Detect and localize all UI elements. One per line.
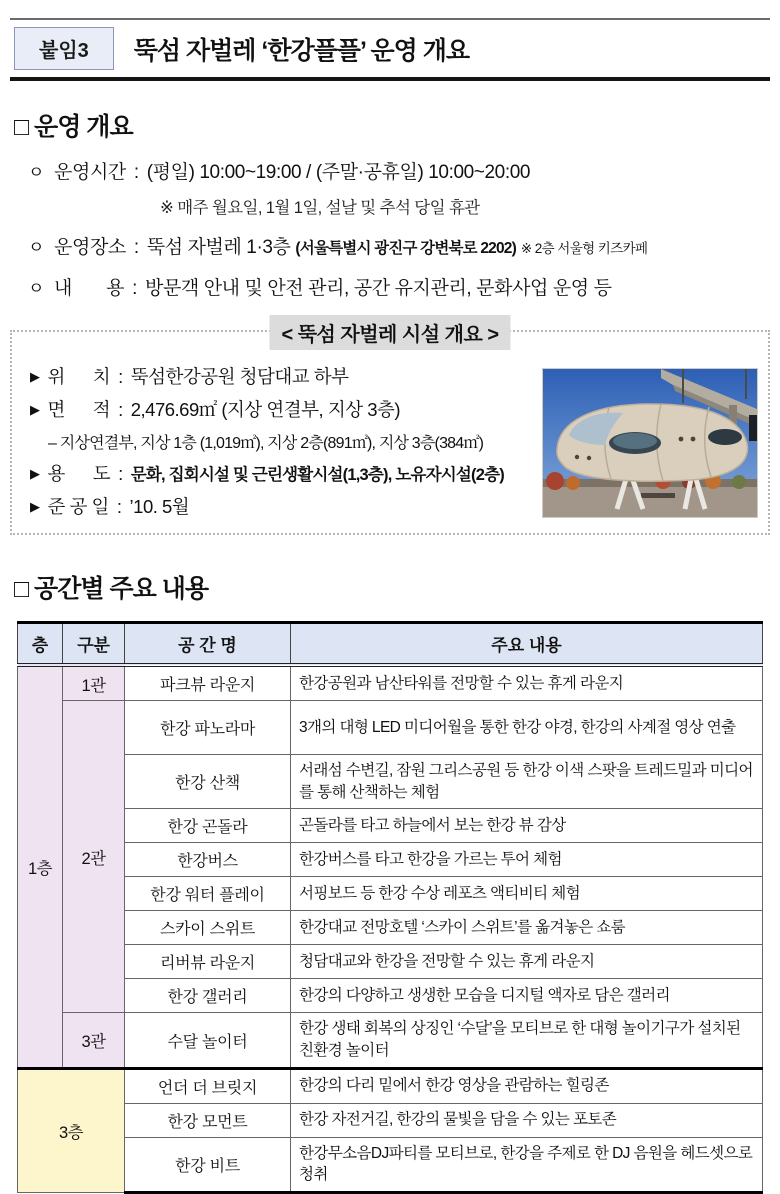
area-label: 면 적	[47, 399, 111, 420]
facility-location-line	[30, 363, 566, 389]
facility-usage-line	[30, 460, 566, 486]
group2-cell: 2관	[63, 701, 125, 1013]
space-desc: 한강공원과 남산타워를 전망할 수 있는 휴게 라운지	[291, 665, 763, 701]
place-value: 뚝섬 자벌레 1·3층	[146, 237, 291, 258]
dash-bullet-icon: –	[48, 435, 57, 452]
location-value: 뚝섬한강공원 청담대교 하부	[130, 366, 349, 387]
area-value: 2,476.69㎡ (지상 연결부, 지상 3층)	[130, 399, 401, 420]
facility-completion-line	[30, 493, 566, 519]
space-desc: 곤돌라를 타고 하늘에서 보는 한강 뷰 감상	[291, 809, 763, 843]
operation-content-line	[28, 273, 770, 300]
area-detail-value: 지상연결부, 지상 1층 (1,019㎡), 지상 2층(891㎡), 지상 3층(384㎡)	[59, 435, 484, 452]
table-row	[18, 979, 763, 1013]
section-heading-operation: □ 운영 개요	[14, 113, 133, 141]
page-title: 뚝섬 자벌레 ‘한강플플’ 운영 개요	[133, 36, 470, 65]
space-name: 수달 놀이터	[125, 1013, 291, 1068]
usage-value: 문화, 집회시설 및 근린생활시설(1,3층), 노유자시설(2층)	[130, 466, 504, 484]
hours-closed-note: ※ 매주 월요일, 1월 1일, 설날 및 추석 당일 휴관	[160, 199, 480, 217]
space-name: 파크뷰 라운지	[125, 665, 291, 701]
building-photo-illustration	[543, 369, 757, 517]
space-name: 한강 모먼트	[125, 1103, 291, 1137]
triangle-bullet-icon: ▶	[30, 466, 40, 481]
space-name: 한강버스	[125, 843, 291, 877]
spaces-table	[17, 621, 763, 1194]
col-header-group: 구분	[63, 623, 125, 666]
location-label: 위 치	[47, 366, 111, 387]
space-name: 한강 곤돌라	[125, 809, 291, 843]
facility-area-line	[30, 396, 566, 422]
facility-box-title: < 뚝섬 자벌레 시설 개요 >	[269, 315, 510, 350]
floor3-cell: 3층	[18, 1068, 125, 1192]
triangle-bullet-icon: ▶	[30, 402, 40, 417]
space-name: 리버뷰 라운지	[125, 945, 291, 979]
table-row	[18, 1137, 763, 1192]
floor1-cell: 1층	[18, 665, 63, 1068]
space-name: 한강 비트	[125, 1137, 291, 1192]
space-desc: 한강무소음DJ파티를 모티브로, 한강을 주제로 한 DJ 음원을 헤드셋으로 청취	[291, 1137, 763, 1192]
completion-value: ’10. 5월	[129, 496, 190, 517]
facility-photo	[542, 368, 758, 518]
colon-separator: :	[118, 399, 123, 420]
place-address: (서울특별시 광진구 강변북로 2202)	[295, 240, 516, 257]
table-row	[18, 809, 763, 843]
space-desc: 한강의 다리 밑에서 한강 영상을 관람하는 힐링존	[291, 1068, 763, 1103]
operation-place-line	[28, 232, 770, 259]
colon-separator: :	[132, 278, 137, 299]
table-row	[18, 1013, 763, 1068]
table-header-row	[18, 623, 763, 666]
col-header-floor: 층	[18, 623, 63, 666]
triangle-bullet-icon: ▶	[30, 499, 40, 514]
space-name: 언더 더 브릿지	[125, 1068, 291, 1103]
attachment-badge: 붙임3	[14, 27, 114, 70]
content-value: 방문객 안내 및 안전 관리, 공간 유지관리, 문화사업 운영 등	[144, 278, 612, 299]
colon-separator: :	[118, 366, 123, 387]
usage-label: 용 도	[47, 463, 111, 484]
space-name: 한강 산책	[125, 755, 291, 809]
table-row	[18, 1068, 763, 1103]
facility-area-detail-line	[48, 430, 566, 453]
space-name: 한강 파노라마	[125, 701, 291, 755]
circle-bullet-icon: ㅇ	[28, 238, 45, 257]
space-name: 한강 갤러리	[125, 979, 291, 1013]
place-label: 운영장소	[54, 237, 126, 258]
title-band	[10, 18, 770, 81]
space-desc: 한강 생태 회복의 상징인 ‘수달’을 모티브로 한 대형 놀이기구가 설치된 친환경 놀이터	[291, 1013, 763, 1068]
table-row	[18, 1103, 763, 1137]
group1-cell: 1관	[63, 665, 125, 701]
space-desc: 서래섬 수변길, 잠원 그리스공원 등 한강 이색 스팟을 트레드밀과 미디어를 통해 산책하는 체험	[291, 755, 763, 809]
triangle-bullet-icon: ▶	[30, 369, 40, 384]
col-header-desc: 주요 내용	[291, 623, 763, 666]
space-desc: 한강 자전거길, 한강의 물빛을 담을 수 있는 포토존	[291, 1103, 763, 1137]
space-desc: 한강대교 전망호텔 ‘스카이 스위트’를 옮겨놓은 쇼룸	[291, 911, 763, 945]
table-row	[18, 877, 763, 911]
space-desc: 청담대교와 한강을 전망할 수 있는 휴게 라운지	[291, 945, 763, 979]
content-label: 내 용	[54, 278, 125, 299]
space-desc: 서핑보드 등 한강 수상 레포츠 액티비티 체험	[291, 877, 763, 911]
colon-separator: :	[116, 496, 122, 517]
hours-label: 운영시간	[54, 162, 126, 183]
colon-separator: :	[133, 162, 139, 183]
space-name: 스카이 스위트	[125, 911, 291, 945]
facility-overview-box	[10, 324, 770, 535]
table-row	[18, 755, 763, 809]
place-note: ※ 2층 서울형 키즈카페	[520, 241, 648, 256]
operation-hours-line	[28, 157, 770, 184]
table-row	[18, 843, 763, 877]
table-row	[18, 945, 763, 979]
table-row	[18, 665, 763, 701]
circle-bullet-icon: ㅇ	[28, 279, 45, 298]
completion-label: 준 공 일	[47, 496, 109, 517]
colon-separator: :	[118, 463, 123, 484]
space-desc: 3개의 대형 LED 미디어월을 통한 한강 야경, 한강의 사계절 영상 연출	[291, 701, 763, 755]
table-row	[18, 911, 763, 945]
facility-text-block	[26, 363, 566, 519]
col-header-name: 공 간 명	[125, 623, 291, 666]
section-heading-spaces: □ 공간별 주요 내용	[14, 575, 208, 603]
hours-value: (평일) 10:00~19:00 / (주말·공휴일) 10:00~20:00	[146, 162, 531, 183]
colon-separator: :	[133, 237, 139, 258]
table-row	[18, 701, 763, 755]
space-name: 한강 워터 플레이	[125, 877, 291, 911]
space-desc: 한강의 다양하고 생생한 모습을 디지털 액자로 담은 갤러리	[291, 979, 763, 1013]
circle-bullet-icon: ㅇ	[28, 163, 45, 182]
group3-cell: 3관	[63, 1013, 125, 1068]
space-desc: 한강버스를 타고 한강을 가르는 투어 체험	[291, 843, 763, 877]
